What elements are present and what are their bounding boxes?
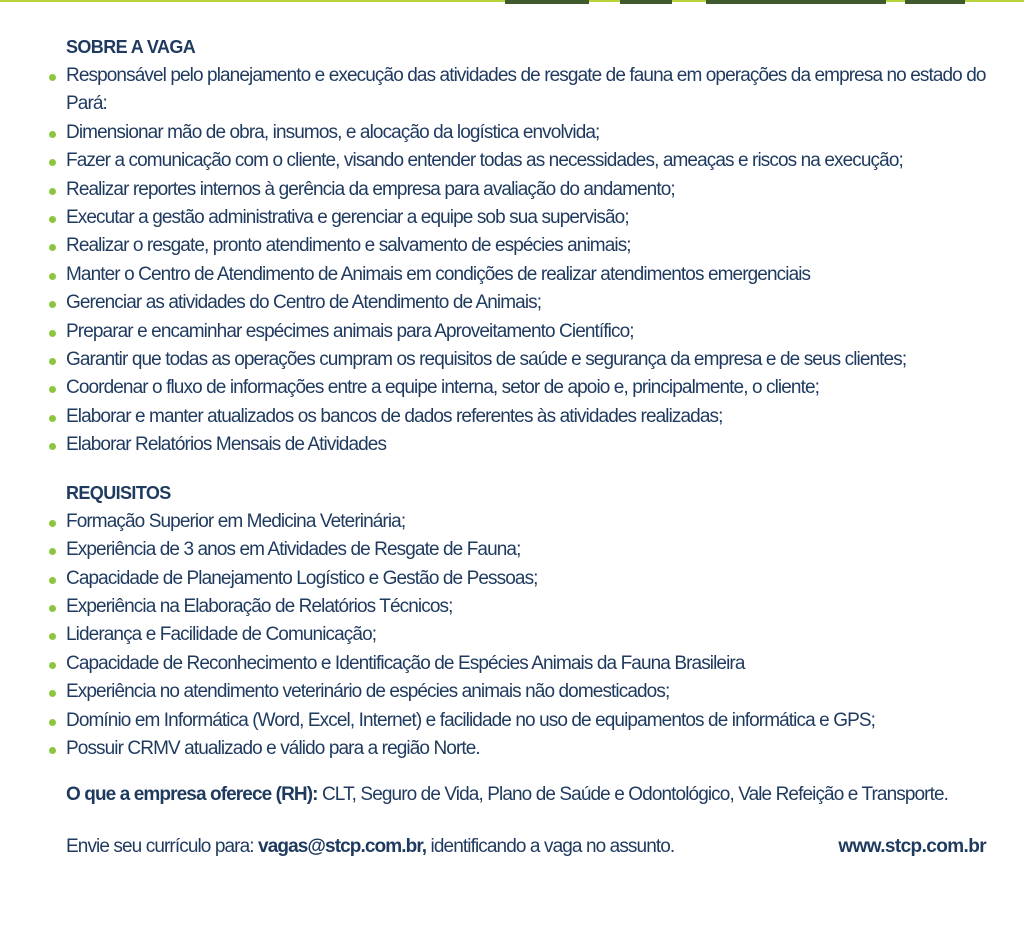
- bullet-icon: [49, 605, 56, 612]
- list-item: [0, 204, 1024, 232]
- bullet-icon: [49, 244, 56, 251]
- top-strip-segment: [505, 0, 589, 4]
- bullet-icon: [49, 216, 56, 223]
- list-item-text: Gerenciar as atividades do Centro de Atendimento de Animais;: [66, 292, 542, 314]
- list-item-text: Possuir CRMV atualizado e válido para a região Norte.: [66, 737, 480, 759]
- bullet-icon: [49, 719, 56, 726]
- bullet-icon: [49, 74, 56, 81]
- bullet-icon: [49, 273, 56, 280]
- list-item-text: Dimensionar mão de obra, insumos, e alocação da logística envolvida;: [66, 121, 600, 143]
- bullet-icon: [49, 415, 56, 422]
- list-item-text: Liderança e Facilidade de Comunicação;: [66, 624, 377, 646]
- list-item-text: Realizar o resgate, pronto atendimento e salvamento de espécies animais;: [66, 235, 631, 257]
- list-item: [0, 735, 1024, 763]
- bullet-icon: [49, 443, 56, 450]
- bullet-icon: [49, 633, 56, 640]
- bullet-icon: [49, 577, 56, 584]
- list-item: [0, 346, 1024, 374]
- top-strip-segment: [905, 0, 965, 4]
- list-item: [0, 593, 1024, 621]
- list-item-text: Elaborar e manter atualizados os bancos de dados referentes às atividades realizadas;: [66, 405, 723, 427]
- list-item-text: Domínio em Informática (Word, Excel, Internet) e facilidade no uso de equipamentos de informática e GPS;: [66, 709, 875, 731]
- list-item-text: Capacidade de Planejamento Logístico e Gestão de Pessoas;: [66, 567, 538, 589]
- list-item: [0, 261, 1024, 289]
- top-strip-segment: [706, 0, 886, 4]
- list-item: [0, 650, 1024, 678]
- list-item-text: Preparar e encaminhar espécimes animais para Aproveitamento Científico;: [66, 320, 634, 342]
- list-item: [0, 431, 1024, 459]
- list-item: [0, 147, 1024, 175]
- list-item: [0, 707, 1024, 735]
- bullet-icon: [49, 520, 56, 527]
- list-item: [0, 374, 1024, 402]
- top-decorative-strip: [0, 0, 1024, 6]
- list-item: [0, 678, 1024, 706]
- bullet-icon: [49, 747, 56, 754]
- list-item: [0, 621, 1024, 649]
- list-item: [0, 119, 1024, 147]
- benefits-label: O que a empresa oferece (RH):: [66, 784, 318, 806]
- benefits-line: [66, 781, 1024, 809]
- list-item-text: Responsável pelo planejamento e execução das atividades de resgate de fauna em operações da empresa no estado do Pará:: [66, 65, 986, 115]
- list-item-text: Executar a gestão administrativa e gerenciar a equipe sob sua supervisão;: [66, 207, 629, 229]
- benefits-text: CLT, Seguro de Vida, Plano de Saúde e Odontológico, Vale Refeição e Transporte.: [317, 784, 949, 806]
- website-link[interactable]: www.stcp.com.br: [838, 836, 986, 858]
- contact-email-link[interactable]: vagas@stcp.com.br,: [258, 836, 427, 858]
- list-item-text: Garantir que todas as operações cumpram os requisitos de saúde e segurança da empresa e de seus clientes;: [66, 349, 907, 371]
- list-item-text: Fazer a comunicação com o cliente, visando entender todas as necessidades, ameaças e riscos na execução;: [66, 150, 903, 172]
- bullet-icon: [49, 131, 56, 138]
- bullet-icon: [49, 690, 56, 697]
- list-item-text: Experiência de 3 anos em Atividades de Resgate de Fauna;: [66, 539, 521, 561]
- section-title-requisitos: REQUISITOS: [66, 482, 171, 503]
- list-item-text: Coordenar o fluxo de informações entre a equipe interna, setor de apoio e, principalmente, o cliente;: [66, 377, 820, 399]
- list-item-text: Elaborar Relatórios Mensais de Atividades: [66, 434, 387, 456]
- bullet-icon: [49, 662, 56, 669]
- bullet-icon: [49, 301, 56, 308]
- list-item: [0, 176, 1024, 204]
- list-item-text: Formação Superior em Medicina Veterinária;: [66, 510, 406, 532]
- list-item: [0, 289, 1024, 317]
- bullet-icon: [49, 188, 56, 195]
- list-item: [0, 62, 1024, 119]
- bullet-icon: [49, 358, 56, 365]
- list-item-text: Manter o Centro de Atendimento de Animais em condições de realizar atendimentos emergenciais: [66, 263, 811, 285]
- list-item-text: Realizar reportes internos à gerência da empresa para avaliação do andamento;: [66, 178, 675, 200]
- contact-prefix: Envie seu currículo para:: [66, 836, 259, 858]
- list-item: [0, 318, 1024, 346]
- list-item: [0, 565, 1024, 593]
- job-posting: [0, 34, 1024, 863]
- list-item: [0, 536, 1024, 564]
- bullet-icon: [49, 548, 56, 555]
- list-item: [0, 403, 1024, 431]
- contact-row: [0, 833, 1024, 863]
- list-item-text: Experiência na Elaboração de Relatórios Técnicos;: [66, 595, 453, 617]
- requisitos-list: [0, 508, 1024, 764]
- sobre-list: [0, 62, 1024, 460]
- list-item-text: Capacidade de Reconhecimento e Identificação de Espécies Animais da Fauna Brasileira: [66, 652, 745, 674]
- top-strip-segment: [620, 0, 672, 4]
- bullet-icon: [49, 330, 56, 337]
- list-item: [0, 508, 1024, 536]
- contact-suffix: identificando a vaga no assunto.: [426, 836, 675, 858]
- section-title-sobre: SOBRE A VAGA: [66, 37, 196, 57]
- contact-line: [66, 833, 674, 861]
- bullet-icon: [49, 159, 56, 166]
- bullet-icon: [49, 386, 56, 393]
- list-item-text: Experiência no atendimento veterinário de espécies animais não domesticados;: [66, 681, 670, 703]
- list-item: [0, 232, 1024, 260]
